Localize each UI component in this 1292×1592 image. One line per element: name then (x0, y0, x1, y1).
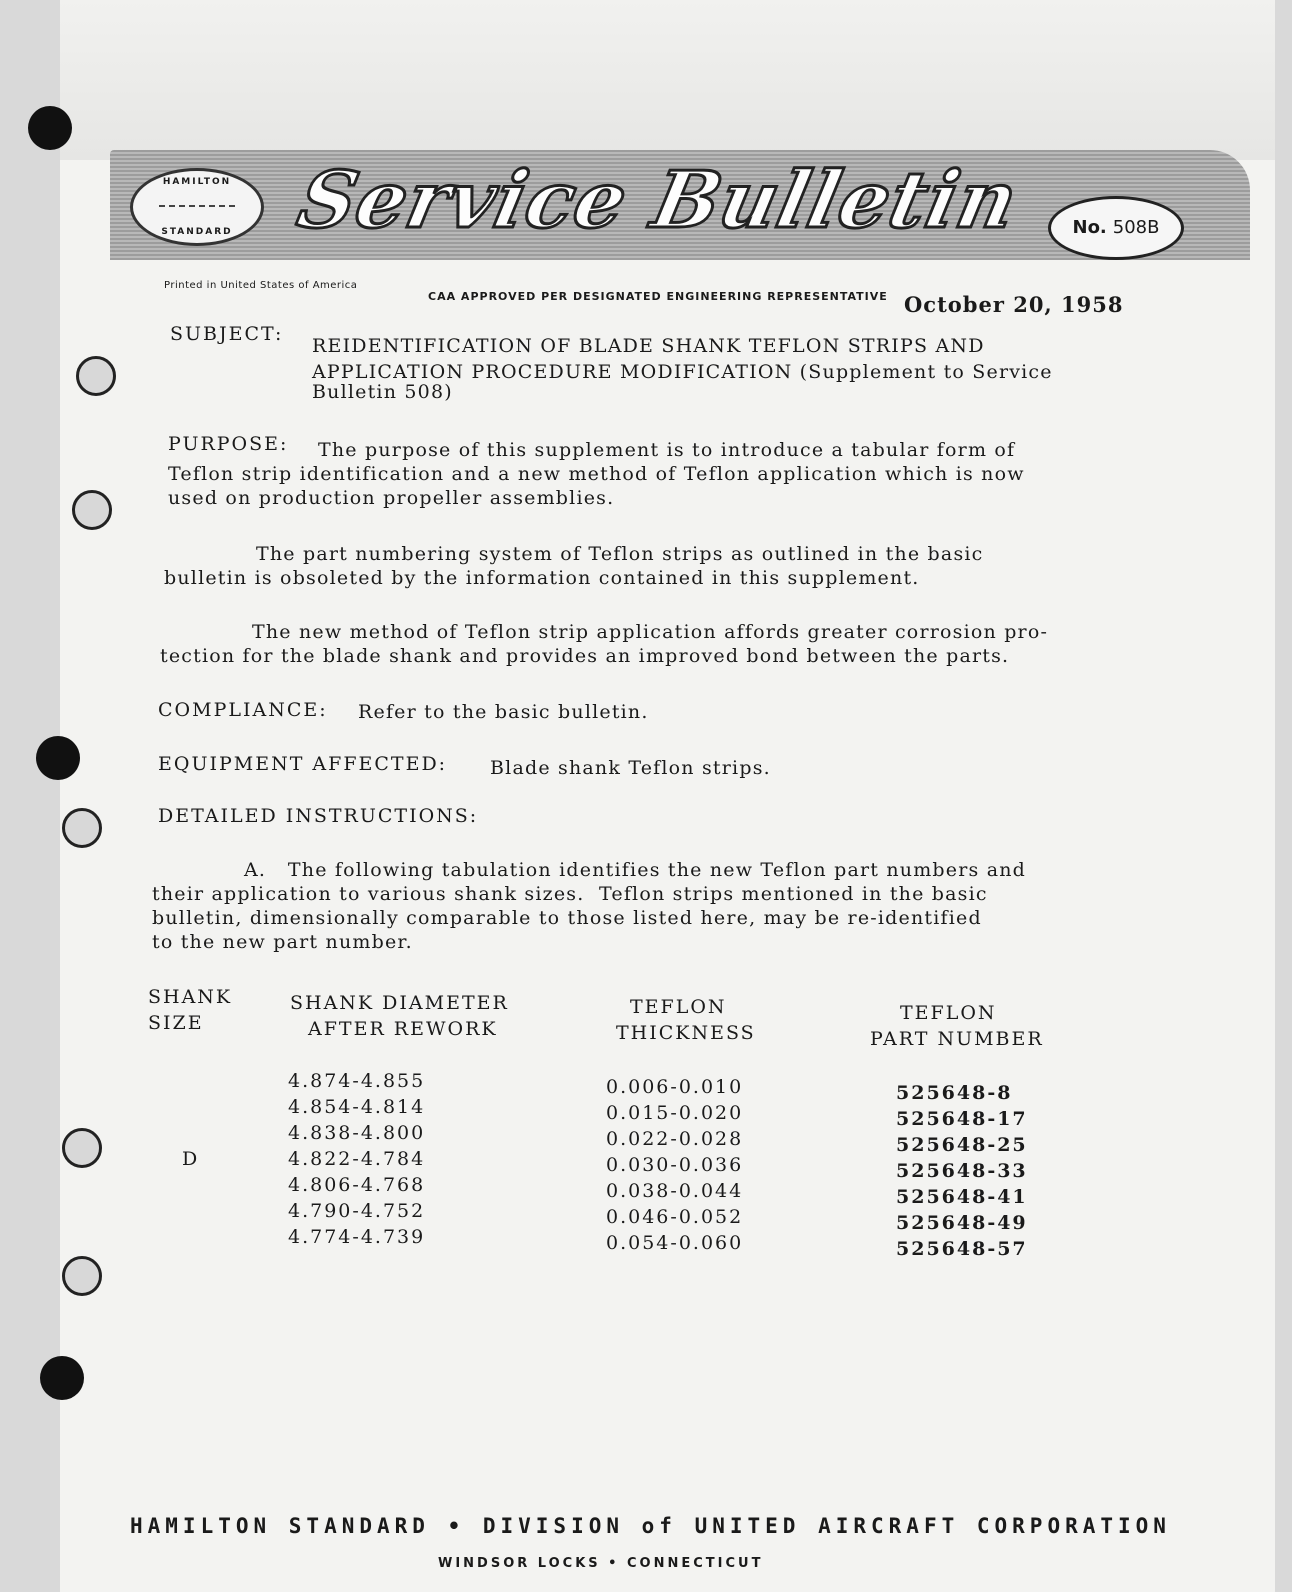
purpose-line: used on production propeller assemblies. (168, 487, 615, 509)
table-cell: 4.774-4.739 (288, 1226, 426, 1248)
punch-hole (72, 490, 112, 530)
seal-bottom-text: STANDARD (161, 227, 233, 237)
table-cell: 0.006-0.010 (606, 1076, 744, 1098)
punch-hole (62, 1256, 102, 1296)
number-label: No. (1072, 217, 1107, 238)
col-header-shank-diameter (290, 990, 509, 1042)
punch-blot (36, 736, 80, 780)
header-text: PART NUMBER (870, 1028, 1044, 1050)
punch-blot (40, 1356, 84, 1400)
table-cell: 525648-41 (896, 1186, 1028, 1208)
printed-note: Printed in United States of America (164, 280, 358, 291)
header-text: SIZE (148, 1012, 204, 1034)
table-cell: 0.022-0.028 (606, 1128, 744, 1150)
paragraph-line: The new method of Teflon strip application affords greater corrosion pro- (252, 621, 1049, 643)
punch-hole (62, 808, 102, 848)
table-cell: 0.015-0.020 (606, 1102, 744, 1124)
table-cell: 525648-57 (896, 1238, 1028, 1260)
footer-company: HAMILTON STANDARD • DIVISION of UNITED AIRCRAFT CORPORATION (130, 1514, 1171, 1538)
hamilton-standard-seal (130, 168, 264, 246)
header-text: TEFLON (900, 1002, 997, 1024)
compliance-label: COMPLIANCE: (158, 699, 328, 721)
col-header-teflon-part-number (870, 1000, 1044, 1052)
bulletin-date: October 20, 1958 (904, 292, 1124, 317)
subject-line: Bulletin 508) (312, 381, 453, 403)
instruction-line: A. The following tabulation identifies the new Teflon part numbers and (244, 859, 1027, 881)
paragraph-line: The part numbering system of Teflon strips as outlined in the basic (256, 543, 984, 565)
table-cell: 525648-17 (896, 1108, 1028, 1130)
table-cell: 4.874-4.855 (288, 1070, 426, 1092)
table-cell: 0.030-0.036 (606, 1154, 744, 1176)
punch-hole (62, 1128, 102, 1168)
header-text: TEFLON (630, 996, 727, 1018)
caa-approval: CAA APPROVED PER DESIGNATED ENGINEERING REPRESENTATIVE (428, 290, 888, 303)
punch-hole (76, 356, 116, 396)
purpose-label: PURPOSE: (168, 433, 289, 455)
table-cell: 525648-33 (896, 1160, 1028, 1182)
diameter-column (288, 1068, 425, 1250)
compliance-text: Refer to the basic bulletin. (358, 701, 649, 723)
paragraph-line: bulletin is obsoleted by the information contained in this supplement. (164, 567, 920, 589)
detailed-instructions-label: DETAILED INSTRUCTIONS: (158, 805, 479, 827)
bulletin-title: Service Bulletin (290, 155, 1026, 246)
purpose-line: The purpose of this supplement is to introduce a tabular form of (318, 439, 1016, 461)
instruction-line: their application to various shank sizes. Teflon strips mentioned in the basic (152, 883, 988, 905)
header-text: SHANK (148, 986, 233, 1008)
subject-label: SUBJECT: (170, 323, 284, 345)
col-header-shank-size (148, 984, 232, 1036)
bulletin-number-badge (1048, 196, 1184, 260)
instruction-line: to the new part number. (152, 931, 413, 953)
header-text: AFTER REWORK (308, 1018, 498, 1040)
punch-blot (28, 106, 72, 150)
col-header-teflon-thickness (616, 994, 756, 1046)
table-cell: 525648-49 (896, 1212, 1028, 1234)
footer-location: WINDSOR LOCKS • CONNECTICUT (438, 1556, 764, 1571)
shank-size-value: D (182, 1148, 200, 1170)
purpose-line: Teflon strip identification and a new method of Teflon application which is now (168, 463, 1025, 485)
table-cell: 4.822-4.784 (288, 1148, 426, 1170)
seal-divider (159, 205, 235, 207)
seal-top-text: HAMILTON (162, 177, 232, 187)
paragraph-line: tection for the blade shank and provides an improved bond between the parts. (160, 645, 1010, 667)
thickness-column (606, 1074, 743, 1256)
table-cell: 4.806-4.768 (288, 1174, 426, 1196)
part-number-column (896, 1080, 1028, 1262)
equipment-label: EQUIPMENT AFFECTED: (158, 753, 448, 775)
number-value: 508B (1112, 217, 1160, 238)
table-cell: 4.790-4.752 (288, 1200, 426, 1222)
table-cell: 0.046-0.052 (606, 1206, 744, 1228)
header-text: SHANK DIAMETER (290, 992, 509, 1014)
table-cell: 525648-8 (896, 1082, 1013, 1104)
table-cell: 4.854-4.814 (288, 1096, 426, 1118)
table-cell: 0.038-0.044 (606, 1180, 744, 1202)
instruction-line: bulletin, dimensionally comparable to those listed here, may be re-identified (152, 907, 982, 929)
table-cell: 4.838-4.800 (288, 1122, 426, 1144)
equipment-text: Blade shank Teflon strips. (490, 757, 771, 779)
subject-line: REIDENTIFICATION OF BLADE SHANK TEFLON STRIPS AND (312, 335, 985, 357)
top-strip (60, 0, 1275, 160)
subject-line: APPLICATION PROCEDURE MODIFICATION (Supplement to Service (312, 361, 1053, 383)
header-text: THICKNESS (616, 1022, 756, 1044)
table-cell: 0.054-0.060 (606, 1232, 744, 1254)
table-cell: 525648-25 (896, 1134, 1028, 1156)
